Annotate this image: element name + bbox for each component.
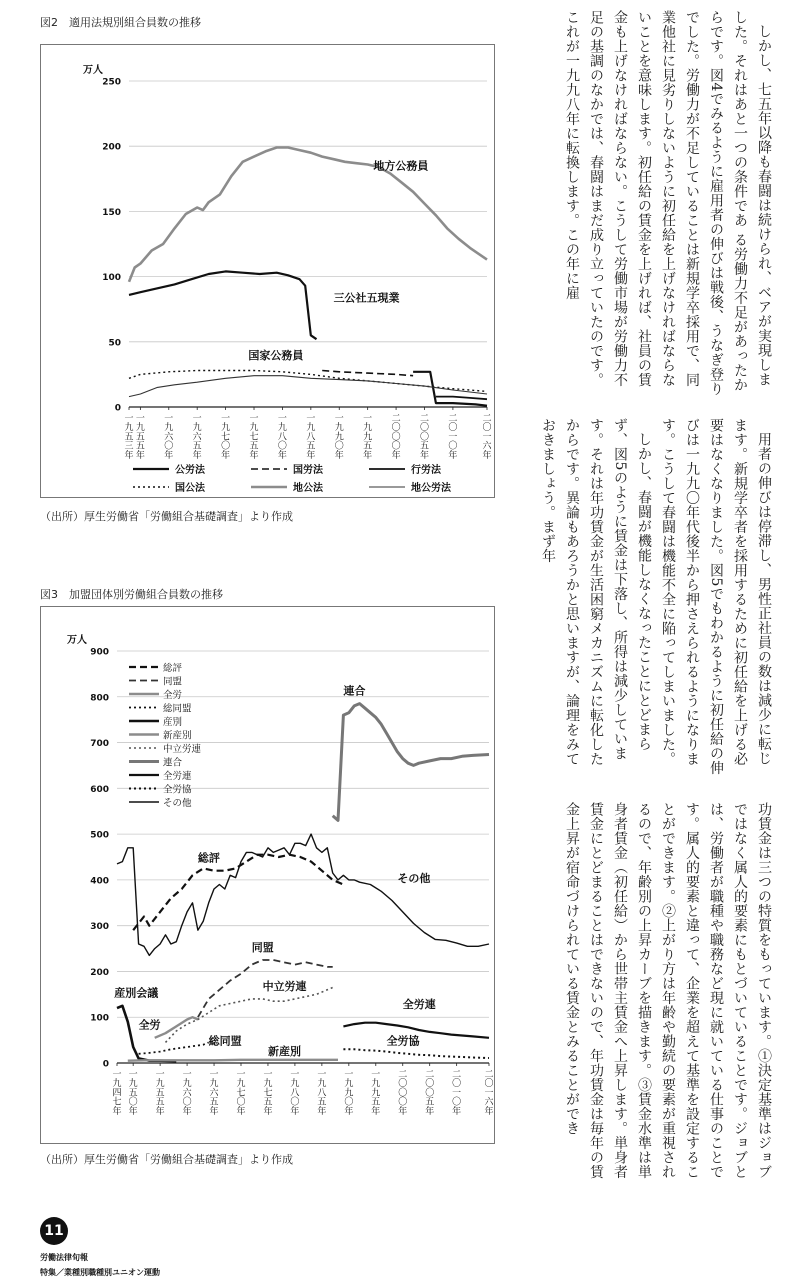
x-tick-label: 一九六〇年 <box>182 1070 192 1117</box>
feature-title: 特集／業種別職種別ユニオン運動 <box>40 1268 160 1277</box>
y-axis-unit: 万人 <box>67 635 87 646</box>
y-tick-label: 150 <box>102 207 121 218</box>
legend-label: 行労法 <box>411 465 441 476</box>
x-tick-label: 一九九〇年 <box>334 414 344 461</box>
annotation-label: 総評 <box>197 851 220 865</box>
series-その他 <box>117 834 489 955</box>
annotation-label: 総同盟 <box>208 1034 242 1048</box>
x-tick-label: 一九五三年 <box>124 414 134 461</box>
legend-label: 地公法 <box>293 483 323 494</box>
x-tick-label: 二〇〇〇年 <box>398 1070 408 1117</box>
legend-label: 国労法 <box>293 465 323 476</box>
legend-label: 連合 <box>163 757 183 769</box>
legend-label: 全労 <box>163 690 183 701</box>
x-tick-label: 二〇〇〇年 <box>391 414 401 461</box>
figure2-chart <box>40 44 495 498</box>
annotation-label: 全労 <box>138 1018 161 1032</box>
figure3-chart <box>40 606 495 1144</box>
series-国労法 <box>322 371 413 376</box>
y-tick-label: 800 <box>90 693 109 704</box>
y-tick-label: 0 <box>102 1059 109 1070</box>
y-tick-label: 600 <box>90 784 109 795</box>
x-tick-label: 一九五〇年 <box>128 1070 138 1117</box>
legend-label: 産別 <box>163 717 183 728</box>
figure2-svg <box>41 45 494 497</box>
x-tick-label: 一九七五年 <box>249 414 259 461</box>
x-tick-label: 二〇〇五年 <box>419 414 429 461</box>
annotation-label: 地方公務員 <box>373 159 429 173</box>
page-number: 11 <box>40 1217 68 1245</box>
y-tick-label: 900 <box>90 647 109 658</box>
y-tick-label: 500 <box>90 830 109 841</box>
legend-label: 新産別 <box>163 730 192 742</box>
x-tick-label: 一九六五年 <box>192 414 202 461</box>
legend-label: 国公法 <box>175 483 205 494</box>
x-tick-label: 一九五五年 <box>155 1070 165 1117</box>
x-tick-label: 一九八五年 <box>317 1070 327 1117</box>
x-tick-label: 一九八〇年 <box>290 1070 300 1117</box>
annotation-label: 全労連 <box>402 998 436 1012</box>
y-tick-label: 200 <box>90 967 109 978</box>
legend-label: 全労協 <box>163 784 192 796</box>
x-tick-label: 二〇〇五年 <box>425 1070 435 1117</box>
y-tick-label: 0 <box>114 403 121 414</box>
annotation-label: 中立労連 <box>262 979 307 993</box>
x-tick-label: 二〇一〇年 <box>448 414 458 461</box>
x-tick-label: 二〇一六年 <box>484 1070 494 1117</box>
paragraph: しかし、春闘が機能しなくなったことにとどまらず、図5のように賃金は下落し、所得は減少しています。それは年功賃金が生活困窮メカニズムに転化したからです。異論もあろうかと思いますが、論理をみておきましょう。まず年 <box>540 418 652 766</box>
y-tick-label: 700 <box>90 739 109 750</box>
y-tick-label: 100 <box>90 1013 109 1024</box>
legend-label: 地公労法 <box>411 483 451 494</box>
legend-label: その他 <box>163 798 192 809</box>
x-tick-label: 一九七〇年 <box>221 414 231 461</box>
series-三公社五現業 <box>129 271 317 339</box>
annotation-label: 新産別 <box>267 1044 301 1058</box>
series-公労法 <box>413 372 487 406</box>
annotation-label: その他 <box>397 872 431 886</box>
paragraph: しかし、七五年以降も春闘は続けられ、ベアが実現しました。それはあと一つの条件であ る労働力不足があったからです。図4でみるように雇用者の伸びは戦後、うなぎ登りでした。労働力が不足していることは新規学卒採用で、同業他社に見劣りしないように初任給を上げなければならないことを意味します。初任給の賃金を上げれば、社員の賃金も上げなければならない。こうして労働市場が労働力不足の基調のなかでは、春闘はまだ成り立っていたのです。これが一九九八年に転換します。この年に雇 <box>564 10 772 397</box>
x-tick-label: 一九六五年 <box>209 1070 219 1117</box>
series-全労協 <box>343 1049 489 1058</box>
x-tick-label: 一九九五年 <box>371 1070 381 1117</box>
paragraph: 用者の伸びは停滞し、男性正社員の数は減少に転じます。新規学卒者を採用するために初任給を上げる必要はなくなりました。図5でもわかるように初任給の伸びは一九九〇年代後半から押さえられるようになります。こうして春闘は機能不全に陥ってしまいました。 <box>660 418 772 776</box>
annotation-label: 全労協 <box>386 1034 420 1048</box>
legend-label: 総同盟 <box>163 703 192 715</box>
x-tick-label: 二〇一六年 <box>482 414 492 461</box>
x-tick-label: 一九七〇年 <box>236 1070 246 1117</box>
x-tick-label: 一九八五年 <box>306 414 316 461</box>
y-tick-label: 300 <box>90 922 109 933</box>
legend-label: 全労連 <box>163 771 192 782</box>
legend-label: 公労法 <box>175 465 205 476</box>
y-axis-unit: 万人 <box>83 65 103 76</box>
series-全労 <box>155 1017 198 1038</box>
legend-label: 中立労連 <box>163 744 202 755</box>
x-tick-label: 一九八〇年 <box>277 414 287 461</box>
series-産別 <box>117 1006 176 1061</box>
series-中立労連 <box>166 988 333 1043</box>
figure2-title: 図2 適用法規別組合員数の推移 <box>40 16 201 29</box>
body-text-bottom <box>508 802 776 1190</box>
series-新産別 <box>128 1060 338 1061</box>
x-tick-label: 二〇一〇年 <box>452 1070 462 1117</box>
x-tick-label: 一九七五年 <box>263 1070 273 1117</box>
x-tick-label: 一九九五年 <box>363 414 373 461</box>
figure3-source: （出所）厚生労働省「労働組合基礎調査」より作成 <box>40 1153 293 1166</box>
figure3-title: 図3 加盟団体別労働組合員数の推移 <box>40 588 223 601</box>
y-tick-label: 200 <box>102 142 121 153</box>
series-総同盟 <box>139 1042 209 1053</box>
journal-name: 労働法律旬報 <box>40 1253 88 1262</box>
annotation-label: 産別会議 <box>114 986 159 1000</box>
x-tick-label: 一九六〇年 <box>164 414 174 461</box>
series-連合 <box>333 704 489 821</box>
paragraph: 功賃金は三つの特質をもっています。①決定基準はジョブではなく属人的要素にもとづいていることです。ジョブとは、労働者が職種や職務など現に就いている仕事のことです。属人的要素と違って、企業を超えて基準を設定することができます。②上がり方は年齢や勤続の要素が重視されるので、年齢別の上昇カーブを描きます。③賃金水準は単身者賃金（初任給）から世帯主賃金へ上昇します。単身者賃金にとどまることはできないので、年功賃金は毎年の賃金上昇が宿命づけられている賃金とみることができ <box>564 802 772 1179</box>
x-tick-label: 一九九〇年 <box>344 1070 354 1117</box>
body-text-middle <box>508 418 776 778</box>
annotation-label: 同盟 <box>251 940 274 954</box>
annotation-label: 三公社五現業 <box>333 291 400 305</box>
annotation-label: 連合 <box>343 684 366 698</box>
y-tick-label: 400 <box>90 876 109 887</box>
legend-label: 総評 <box>163 663 183 674</box>
y-tick-label: 250 <box>102 77 121 88</box>
legend-label: 同盟 <box>163 676 183 688</box>
figure3-svg <box>41 607 494 1143</box>
series-地公法 <box>129 148 487 282</box>
x-tick-label: 一九五五年 <box>135 414 145 461</box>
x-tick-label: 一九四七年 <box>112 1070 122 1117</box>
annotation-label: 国家公務員 <box>248 348 304 362</box>
body-text-top <box>508 10 776 398</box>
y-tick-label: 50 <box>108 338 121 349</box>
y-tick-label: 100 <box>102 273 121 284</box>
figure2-source: （出所）厚生労働省「労働組合基礎調査」より作成 <box>40 510 293 523</box>
series-行労法 <box>436 397 487 400</box>
series-総評 <box>133 855 343 931</box>
